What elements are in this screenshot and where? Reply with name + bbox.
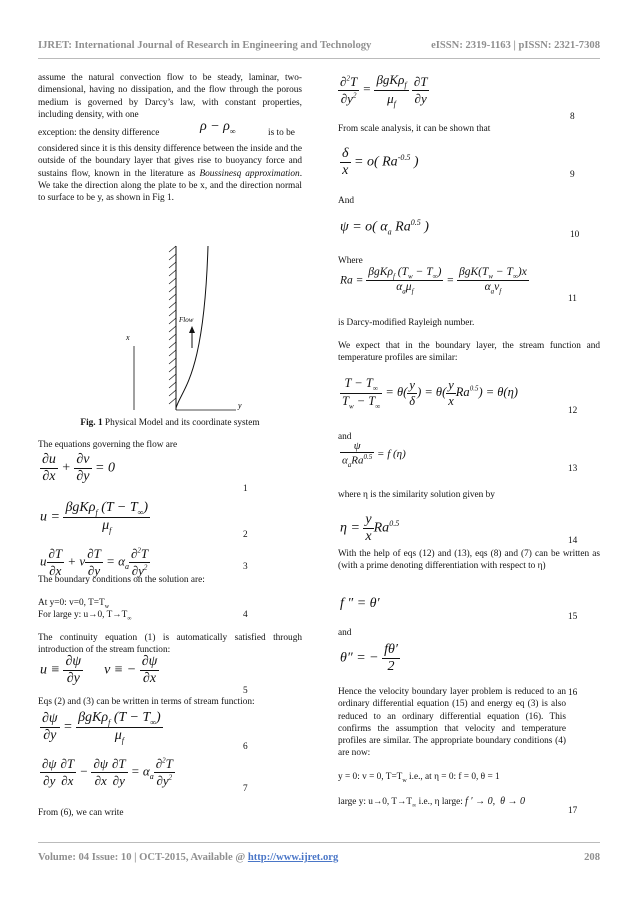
boussinesq-term: Boussinesq approximation	[199, 168, 300, 179]
equation-9: $\frac{\delta}{x}$ = o( $Ra^{-0.5}$ )	[342, 146, 419, 178]
equation-13-number: 13	[568, 464, 578, 474]
equation-6: $\frac{\partial\psi}{\partial y}$ = $\frac{\beta gK\rho_f (T - T_\infty)}{\mu_f}$	[42, 710, 161, 745]
equation-17-number: 17	[568, 806, 578, 816]
equation-12: $\frac{T - T_\infty}{T_w - T_\infty}$ = θ( $\frac{y}{\delta}$ ) = θ( $\frac{y}{x}$ $Ra^{0.5}) = \theta(\eta)$	[342, 376, 518, 410]
header-rule	[38, 58, 600, 59]
boundary-condition-2	[38, 610, 132, 622]
and-text-3: and	[338, 628, 352, 638]
figure-caption-number: Fig. 1	[80, 418, 103, 428]
where-text: Where	[338, 256, 363, 266]
equation-8-number: 8	[570, 112, 575, 122]
bc-large-rest: i.e., η large:	[416, 797, 466, 807]
density-line	[38, 121, 302, 143]
equation-3: u $\frac{\partial T}{\partial x}$ + v $\frac{\partial T}{\partial y}$ = $\alpha_a$ $\frac{\partial^2T}{\partial y^2}$	[40, 546, 149, 578]
boundary-condition-1	[38, 598, 109, 610]
bc-y0-rest: i.e., at η = 0: f = 0, θ = 1	[406, 772, 500, 782]
equation-5-number: 5	[243, 686, 248, 696]
footer-volume	[38, 852, 338, 863]
is-to-be-text: is to be	[268, 128, 295, 139]
equation-3-number: 3	[243, 562, 248, 572]
stream-function-text: Eqs (2) and (3) can be written in terms of stream function:	[38, 697, 255, 707]
journal-title: IJRET: International Journal of Research in Engineering and Technology	[38, 40, 372, 51]
eta-intro-text: where η is the similarity solution given by	[338, 490, 495, 500]
equation-11: Ra = $\frac{\beta gK\rho_f (T_w - T_\infty)}{\alpha_a\mu_f}$ = $\frac{\beta gK(T_w - T_\infty)x}{\alpha_a\nu_f}$	[340, 266, 527, 296]
bc1-text: At y=0: v=0, T=T	[38, 598, 105, 608]
boussinesq-intro: considered since it is this density difference between the inside and the outside of the boundary layer that gives rise to buoyancy force and sustains flow, known in the literature as	[38, 144, 302, 179]
flow-arrowhead	[189, 326, 195, 333]
equation-13: $\frac{\psi}{\alpha_aRa^{0.5}}$ = f (η)	[342, 440, 406, 469]
equation-5: u ≡ $\frac{\partial\psi}{\partial y}$ v ≡ − $\frac{\partial\psi}{\partial x}$	[40, 654, 158, 686]
bc-large-text: large y: u→0, T→T	[338, 797, 413, 807]
journal-link[interactable]: http://www.ijret.org	[247, 852, 339, 863]
equation-12-number: 12	[568, 406, 578, 416]
bc1-sub: w	[104, 603, 110, 610]
equation-15-number: 15	[568, 612, 578, 622]
equation-10-number: 10	[570, 230, 580, 240]
plate-hatching	[169, 246, 176, 410]
equation-2-number: 2	[243, 530, 248, 540]
footer-rule	[38, 842, 600, 843]
exception-text: exception: the density difference	[38, 128, 160, 139]
scale-analysis-text: From scale analysis, it can be shown that	[338, 124, 491, 134]
equation-2: u = $\frac{\beta gK\rho_f (T - T_\infty)}{\mu_f}$	[40, 500, 149, 535]
boundary-conditions-intro: The boundary conditions on the solution are:	[38, 575, 205, 585]
continuity-text: The continuity equation (1) is automatically satisfied through introduction of the stream function:	[38, 633, 302, 656]
equation-9-number: 9	[570, 170, 575, 180]
similar-profiles-text: We expect that in the boundary layer, the stream function and temperature profiles are similar:	[338, 341, 600, 364]
density-difference-formula: $\rho - \rho_\infty$	[200, 119, 236, 136]
equation-7: $\frac{\partial\psi}{\partial y}$ $\frac{\partial T}{\partial x}$ − $\frac{\partial\psi}{\partial x}$ $\frac{\partial T}{\partial y}$ = $\alpha_a$ $\frac{\partial^2T}{\partial y^2}$	[42, 756, 173, 788]
equation-1-number: 1	[243, 484, 248, 494]
equation-6-number: 6	[243, 742, 248, 752]
x-axis-label: x	[126, 333, 130, 342]
equation-4-number: 4	[243, 610, 248, 620]
coordinate-text: . We take the direction along the plate to be x, and the direction normal to surface to be y, as shown in Fig 1.	[38, 168, 303, 204]
bc-large-y	[338, 796, 525, 809]
reduced-ode-text: Hence the velocity boundary layer problem is reduced to an ordinary differential equation (15) and energy eq (3) is also reduced to an ordinary differential equation (16). This confirms the assumption that velocity and temperature profiles are similar. The appropriate boundary conditions (4) are now:	[338, 687, 566, 759]
from-6-text: From (6), we can write	[38, 808, 124, 818]
equation-10: ψ = o( $\alpha_a$ $Ra^{0.5}$ )	[340, 218, 429, 237]
issn: eISSN: 2319-1163 | pISSN: 2321-7308	[431, 40, 600, 51]
help-text: With the help of eqs (12) and (13), eqs (8) and (7) can be written as (with a prime denoting differentiation with respect to η)	[338, 549, 600, 572]
equation-1: $\frac{\partial u}{\partial x}$ + $\frac{\partial v}{\partial y}$ = 0	[42, 452, 115, 484]
physical-model-figure	[112, 238, 252, 418]
and-text-2: and	[338, 432, 352, 442]
bc-y0-text: y = 0: v = 0, T=T	[338, 772, 403, 782]
and-text-1: And	[338, 196, 355, 206]
equation-16: θ″ = − $\frac{f\theta'}{2}$	[340, 642, 398, 674]
figure-caption-text: Physical Model and its coordinate system	[102, 418, 260, 428]
figure-caption	[38, 418, 302, 428]
paragraph-boussinesq	[38, 143, 302, 204]
flow-label: Flow	[179, 316, 194, 324]
bc-large-sub: ∞	[412, 802, 417, 809]
bc2-sub: ∞	[127, 615, 132, 622]
equation-11-number: 11	[568, 294, 577, 304]
equation-8: $\frac{\partial^2T}{\partial y^2}$ = $\frac{\beta gK\rho_f}{\mu_f}$ $\frac{\partial T}{\partial y}$	[340, 72, 428, 109]
bc2-text: For large y: u→0, T→T	[38, 610, 128, 620]
left-column	[38, 72, 302, 205]
darcy-text: is Darcy-modified Rayleigh number.	[338, 318, 475, 328]
paragraph-assumptions: assume the natural convection flow to be steady, laminar, two-dimensional, having no dissipation, and the flow through the porous medium is governed by Darcy’s law, with constant properties, including density, with one	[38, 73, 302, 120]
equation-14: η = $\frac{y}{x}$ $Ra^{0.5}$	[340, 512, 400, 544]
bc-y0-sub: w	[402, 777, 407, 784]
footer-volume-text: Volume: 04 Issue: 10 | OCT-2015, Available @	[38, 852, 248, 863]
equation-7-number: 7	[243, 784, 248, 794]
bc-y0	[338, 772, 500, 784]
equation-15: f ″ = θ′	[340, 596, 380, 611]
y-axis-label: y	[238, 401, 242, 410]
page-number: 208	[584, 852, 600, 863]
equation-14-number: 14	[568, 536, 578, 546]
equation-16-number: 16	[568, 688, 578, 698]
bc-large-formula: f ′ → 0, θ → 0	[465, 796, 526, 807]
governing-text: The equations governing the flow are	[38, 440, 178, 450]
